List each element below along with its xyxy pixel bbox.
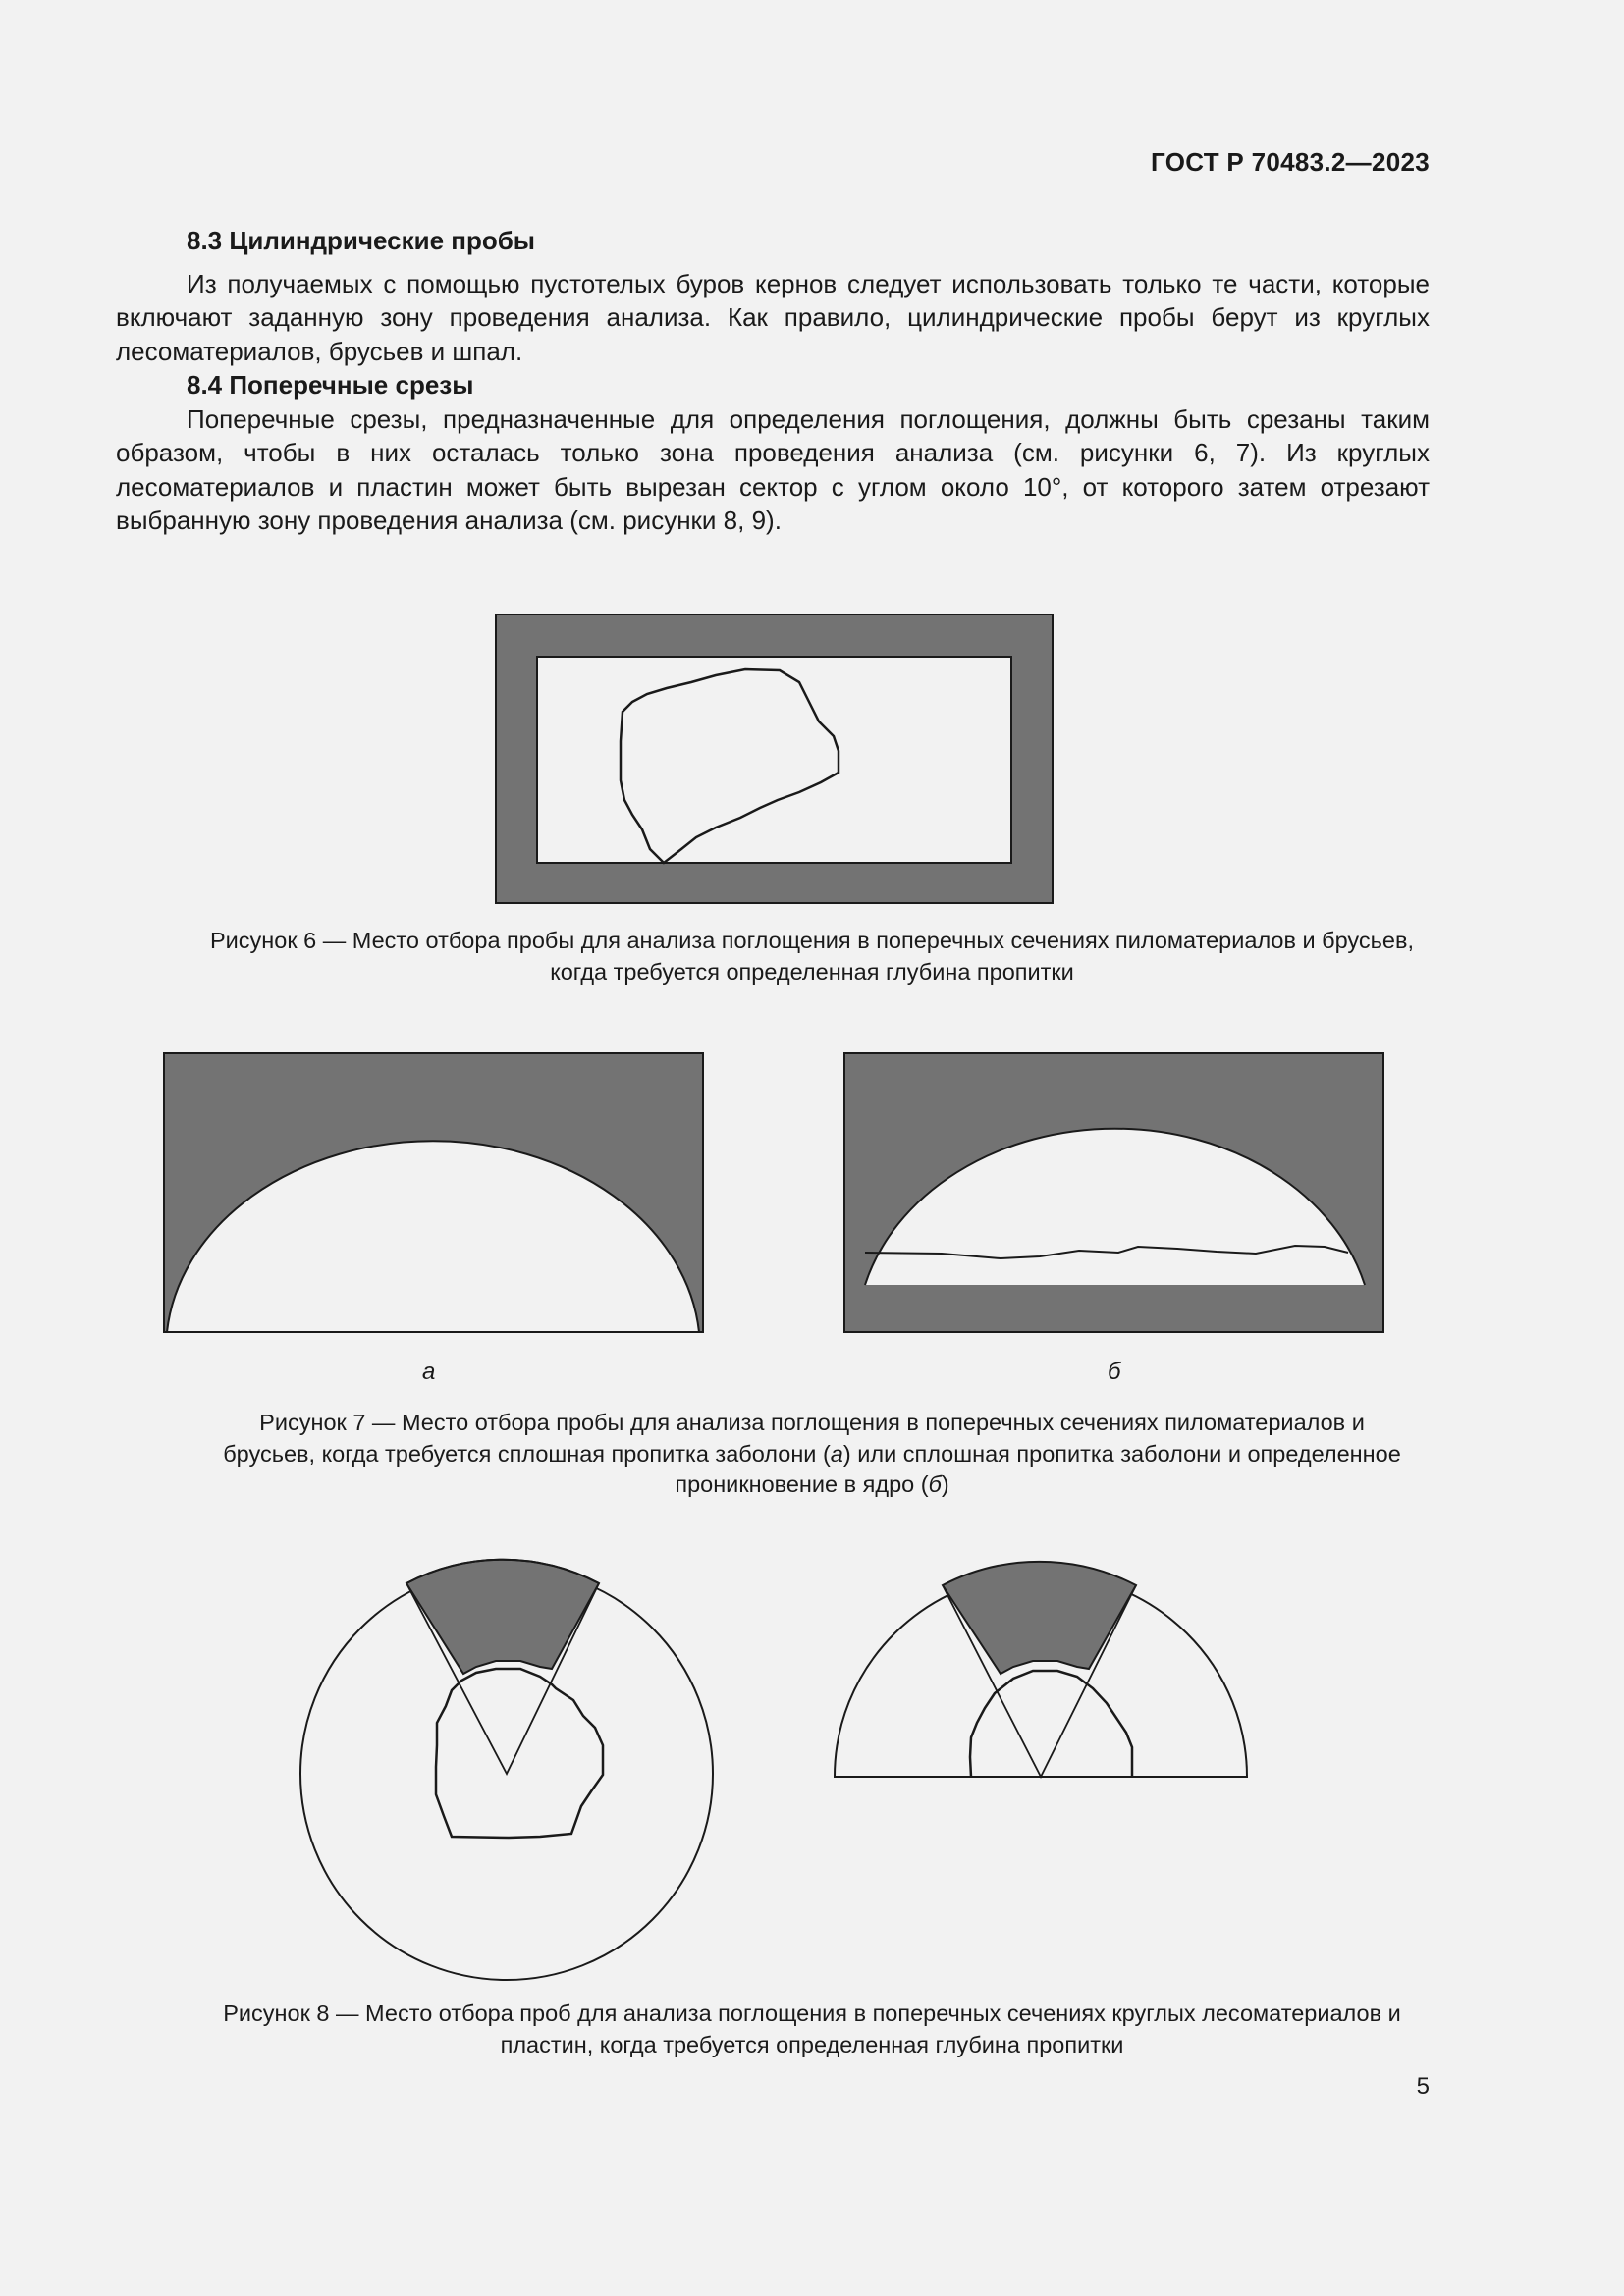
figure7-caption-line3-text-end: ) [941, 1471, 949, 1497]
figure6-diagram [495, 614, 1055, 905]
page-number: 5 [1416, 2073, 1430, 2100]
figure7-caption [98, 1408, 1526, 1501]
figure7-caption-ref-a: а [830, 1440, 843, 1467]
figure8-caption-line1: Рисунок 8 — Место отбора проб для анализа поглощения в поперечных сечениях круглых лесоматериалов и [223, 2001, 1401, 2026]
figure7-caption-line2-text-end: ) или сплошная пропитка заболони и определенное [842, 1440, 1401, 1467]
figure7-caption-line3-text: проникновение в ядро ( [675, 1471, 929, 1497]
figure8b-diagram [832, 1571, 1250, 1782]
document-number: ГОСТ Р 70483.2—2023 [1151, 147, 1430, 177]
section-8-4-heading: 8.4 Поперечные срезы [187, 370, 474, 400]
figure7-caption-line2 [98, 1439, 1526, 1470]
figure6-caption [98, 926, 1526, 988]
section-8-4-paragraph: Поперечные срезы, предназначенные для определения поглощения, должны быть срезаны таким образом, чтобы в них осталась только зона проведения анализа (см. рисунки 6, 7). Из круглых лесоматериалов и пластин может быть вырезан сектор с углом около 10°, от которого затем отрезают выбранную зону проведения анализа (см. рисунки 8, 9). [116, 403, 1430, 535]
figure6-caption-line2: когда требуется определенная глубина пропитки [550, 958, 1074, 985]
figure7-caption-line3 [98, 1469, 1526, 1501]
body-text [116, 224, 1430, 538]
section-8-3-heading: 8.3 Цилиндрические пробы [187, 226, 535, 255]
figure8a-diagram [295, 1571, 717, 1983]
figure7a-diagram [163, 1052, 705, 1335]
figure7-label-a: а [422, 1359, 436, 1385]
section-8-3-paragraph: Из получаемых с помощью пустотелых буров кернов следует использовать только те части, которые включают заданную зону проведения анализа. Как правило, цилиндрические пробы берут из круглых лесоматериалов, брусьев и шпал. [116, 268, 1430, 366]
figure7b-diagram [843, 1052, 1385, 1335]
figure6-caption-line1: Рисунок 6 — Место отбора пробы для анализа поглощения в поперечных сечениях пиломатериалов и брусьев, [209, 928, 1414, 953]
figure8-caption [98, 1999, 1526, 2060]
figure7-label-b: б [1108, 1359, 1121, 1385]
figure7-caption-line2-text: брусьев, когда требуется сплошная пропитка заболони ( [223, 1440, 831, 1467]
figure7-caption-line1: Рисунок 7 — Место отбора пробы для анализа поглощения в поперечных сечениях пиломатериалов и [259, 1410, 1365, 1435]
figure7-caption-ref-b: б [928, 1471, 942, 1497]
figure8-caption-line2: пластин, когда требуется определенная глубина пропитки [500, 2031, 1124, 2057]
